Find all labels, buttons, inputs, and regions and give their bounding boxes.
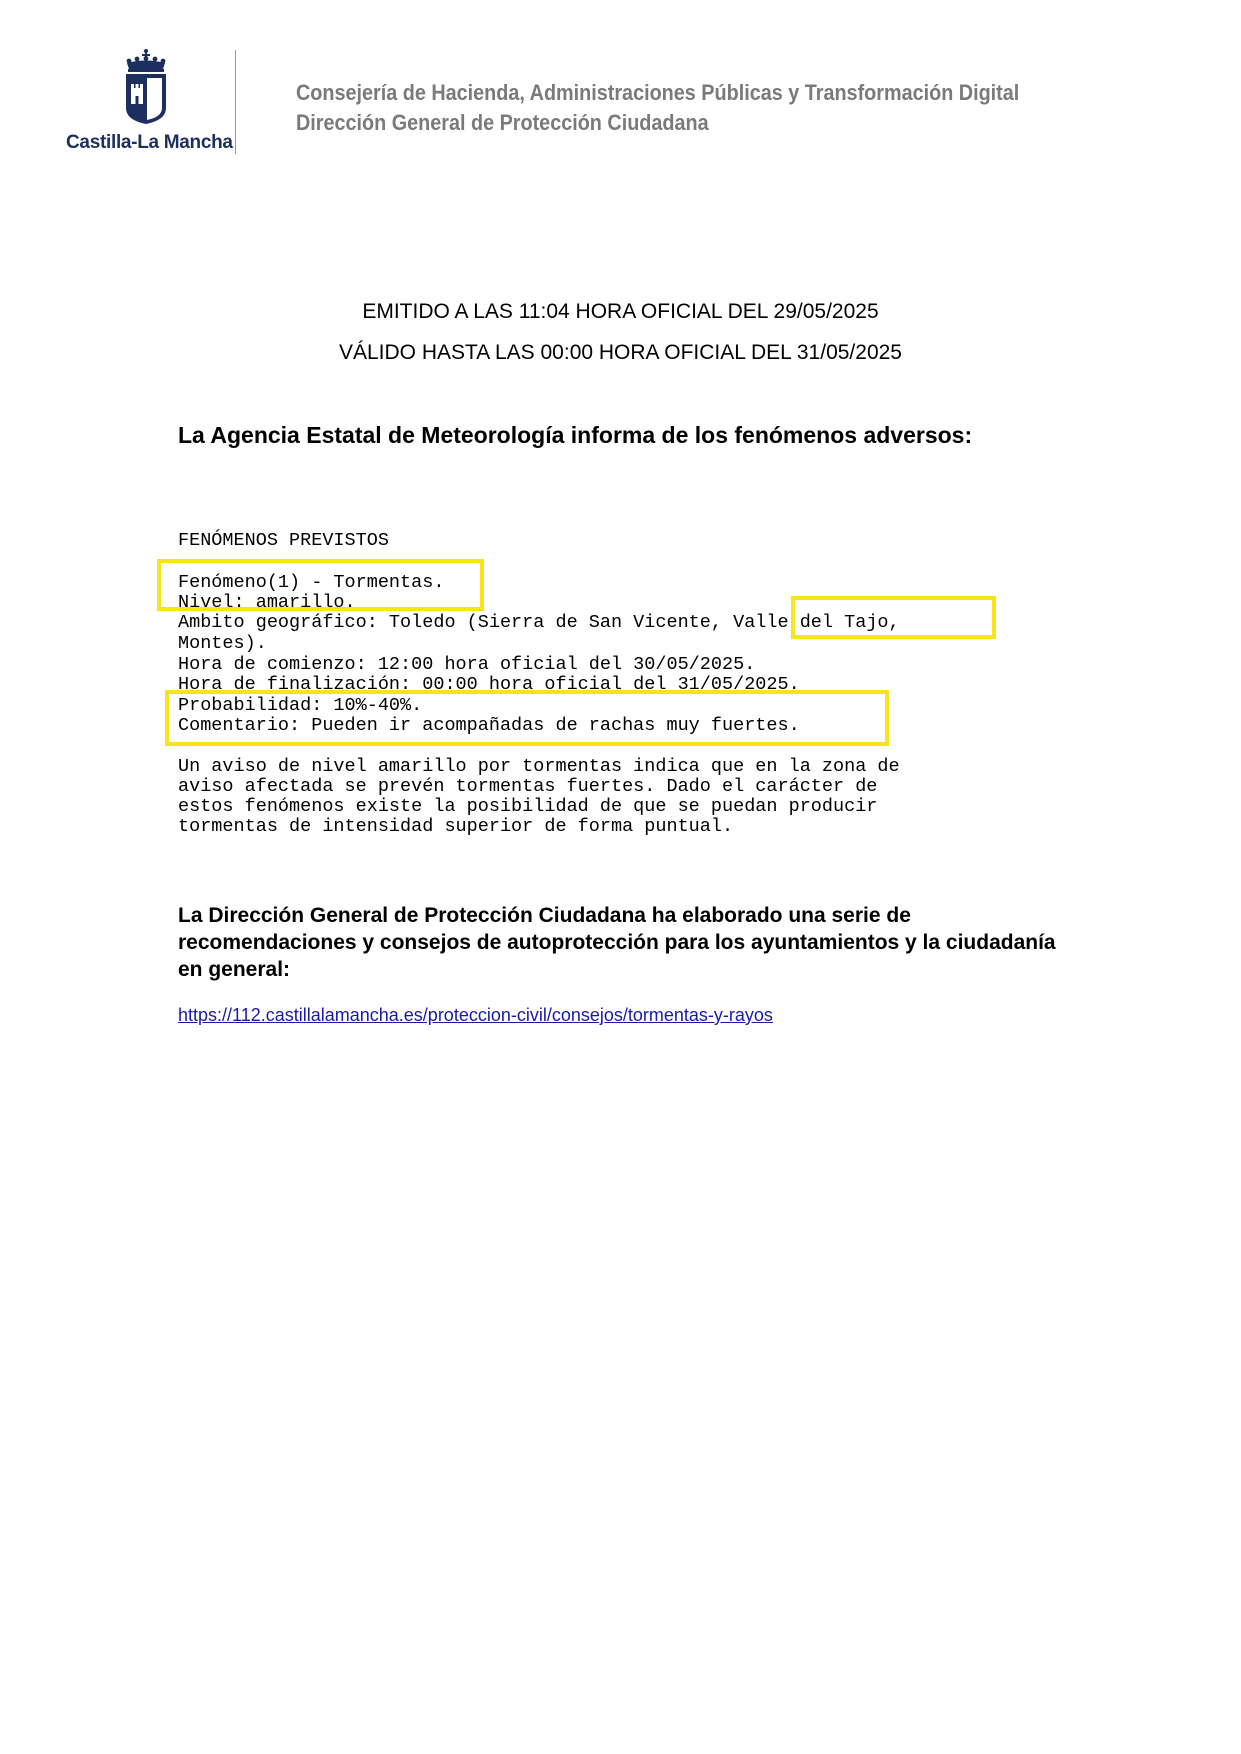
area-line-continued: Montes). — [178, 633, 267, 654]
comment-line: Comentario: Pueden ir acompañadas de rachas muy fuertes. — [178, 715, 800, 736]
advice-link[interactable]: https://112.castillalamancha.es/proteccion-civil/consejos/tormentas-y-rayos — [178, 1005, 773, 1025]
note-line-1: Un aviso de nivel amarillo por tormentas indica que en la zona de — [178, 756, 900, 777]
valid-until: VÁLIDO HASTA LAS 00:00 HORA OFICIAL DEL 31/05/2025 — [338, 341, 902, 364]
recommendations-text: La Dirección General de Protección Ciudadana ha elaborado una serie de recomendaciones y consejos de autoprotección para los ayuntamientos y la ciudadanía en general: — [178, 904, 1056, 981]
directorate-name: Dirección General de Protección Ciudadana — [296, 110, 709, 135]
header-divider — [235, 50, 236, 154]
section-title: FENÓMENOS PREVISTOS — [178, 530, 389, 551]
probability-line: Probabilidad: 10%-40%. — [178, 695, 423, 716]
phenomenon-line: Fenómeno(1) - Tormentas. — [178, 572, 445, 593]
issued-time: EMITIDO A LAS 11:04 HORA OFICIAL DEL 29/05/2025 — [362, 300, 879, 323]
castilla-la-mancha-logo — [66, 48, 233, 158]
note-line-2: aviso afectada se prevén tormentas fuertes. Dado el carácter de — [178, 776, 878, 797]
level-line: Nivel: amarillo. — [178, 592, 356, 613]
highlight-phenomenon-level — [157, 559, 484, 611]
intro-heading: La Agencia Estatal de Meteorología informa de los fenómenos adversos: — [178, 422, 973, 448]
highlight-probability-comment — [165, 690, 889, 746]
note-line-4: tormentas de intensidad superior de forma puntual. — [178, 816, 734, 837]
department-block — [296, 78, 1100, 138]
area-highlighted-text: Valle del Tajo, — [733, 612, 900, 633]
area-text: Ambito geográfico: Toledo (Sierra de San Vicente, — [178, 612, 734, 633]
start-time-line: Hora de comienzo: 12:00 hora oficial del 30/05/2025. — [178, 654, 756, 675]
highlight-area — [791, 596, 996, 639]
department-name: Consejería de Hacienda, Administraciones Públicas y Transformación Digital — [296, 80, 1020, 105]
note-line-3: estos fenómenos existe la posibilidad de que se puedan producir — [178, 796, 878, 817]
end-time-line: Hora de finalización: 00:00 hora oficial del 31/05/2025. — [178, 674, 800, 695]
crown-shield-icon — [118, 48, 174, 128]
logo-text: Castilla-La Mancha — [66, 132, 233, 153]
